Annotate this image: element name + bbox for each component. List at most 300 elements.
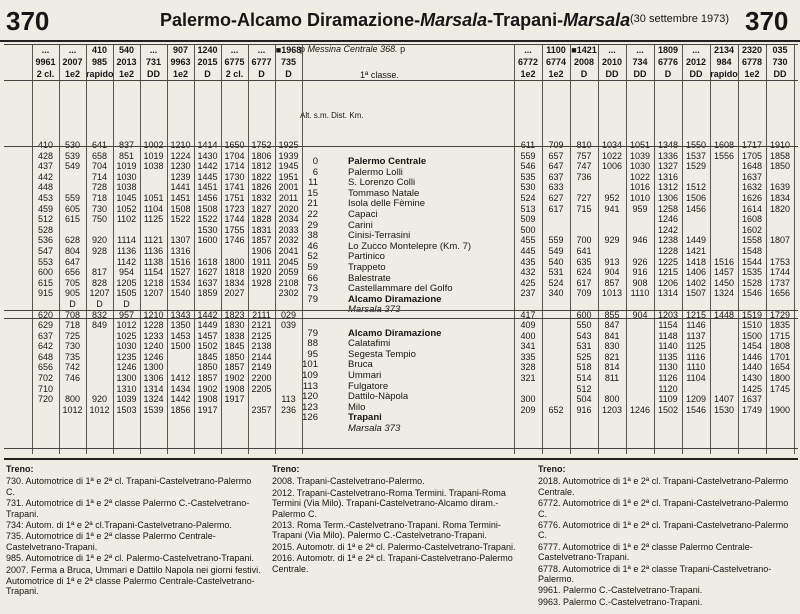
station-km: 0 <box>312 156 318 167</box>
time-cell <box>710 331 738 342</box>
train-number: 735 <box>280 57 297 67</box>
time-cell: 1406 <box>685 267 707 278</box>
time-cell: 236 <box>280 404 297 415</box>
time-cell: 904 <box>604 267 620 278</box>
time-cell: 1453 <box>170 330 191 341</box>
time-cell: 725 <box>64 330 81 341</box>
train-header: 540 <box>118 45 135 55</box>
time-cell: 954 <box>118 267 135 278</box>
time-cell <box>710 362 738 373</box>
time-cell <box>682 172 710 183</box>
train-header: 1e2 <box>172 69 189 79</box>
train-number: 2008 <box>573 57 595 67</box>
time-cell: 1639 <box>769 182 791 193</box>
time-cell: 750 <box>91 214 108 225</box>
left-train-column <box>167 44 194 454</box>
station-km: 6 <box>312 166 318 178</box>
time-cell: 1729 <box>769 309 791 320</box>
time-cell: 1828 <box>251 214 272 225</box>
time-cell: 1925 <box>278 140 299 150</box>
time-cell: 800 <box>604 394 620 405</box>
time-cell <box>766 214 794 225</box>
station-name: Isola delle Fèmine <box>348 198 426 210</box>
station-row <box>300 177 510 188</box>
time-cell: 321 <box>520 373 536 384</box>
time-cell: 1451 <box>197 182 218 193</box>
train-header: ... <box>149 45 158 55</box>
station-km: 120 <box>302 391 318 403</box>
time-cell: 1012 <box>116 320 137 331</box>
row-rule <box>4 448 798 449</box>
station-km: 22 <box>307 209 318 220</box>
time-cell: 600 <box>37 267 54 278</box>
time-cell: 531 <box>548 267 564 278</box>
time-cell: 437 <box>37 161 54 172</box>
time-cell: 1228 <box>657 245 679 256</box>
train-header: 2134 <box>713 45 735 55</box>
train-number: 6777 <box>251 57 272 67</box>
time-cell: 1850 <box>769 161 791 172</box>
time-cell: 435 <box>520 256 536 267</box>
time-cell: 2357 <box>251 404 272 415</box>
time-cell: 1535 <box>741 267 763 278</box>
time-cell <box>626 384 654 395</box>
station-km: 123 <box>302 401 318 413</box>
time-cell: 1025 <box>116 330 137 341</box>
time-cell <box>248 299 275 310</box>
station-name: Segesta Tempio <box>348 348 416 360</box>
time-cell: 1519 <box>741 309 763 320</box>
time-cell: 237 <box>520 288 536 299</box>
time-cell <box>766 225 794 236</box>
time-cell <box>113 225 140 236</box>
train-note: 2018. Automotrice di 1ª e 2ª cl. Trapani-Castelvetrano-Palermo Centrale. <box>538 476 789 497</box>
station-row <box>300 209 510 220</box>
time-cell: 1246 <box>116 362 137 373</box>
time-cell: 1546 <box>741 288 763 299</box>
station-km: 52 <box>307 251 318 263</box>
time-cell: 2149 <box>251 362 272 373</box>
time-cell: 830 <box>604 341 620 352</box>
time-cell: 1120 <box>658 383 678 394</box>
time-cell <box>59 384 86 395</box>
train-header: rapido <box>86 69 114 79</box>
column-rule <box>140 44 141 454</box>
time-cell: 550 <box>576 320 592 331</box>
time-cell: 1324 <box>713 288 735 299</box>
column-rule <box>598 44 599 454</box>
time-cell: 1906 <box>251 245 272 256</box>
station-km: 21 <box>307 198 318 210</box>
time-cell: 1130 <box>658 362 678 373</box>
time-cell: 1749 <box>741 404 763 415</box>
time-cell: 1537 <box>685 150 707 161</box>
time-cell <box>598 246 626 257</box>
time-cell: 1207 <box>89 288 110 299</box>
train-note: 2007. Ferma a Bruca, Ummari e Dattilo Napola nei giorni festivi. <box>6 564 261 575</box>
time-cell: 1430 <box>197 150 218 161</box>
time-cell <box>598 384 626 395</box>
time-cell <box>626 341 654 352</box>
time-cell: 624 <box>576 267 592 278</box>
time-cell <box>598 172 626 183</box>
time-cell <box>682 225 710 236</box>
station-name: Marsala 373 <box>348 304 401 316</box>
time-cell: 804 <box>64 245 81 256</box>
time-cell: 1102 <box>116 214 137 225</box>
time-cell: 1402 <box>685 277 707 288</box>
time-cell: 928 <box>91 245 108 256</box>
time-cell: 1136 <box>143 245 164 256</box>
time-cell <box>710 172 738 183</box>
station-row <box>300 402 510 413</box>
station-row <box>300 381 510 392</box>
train-header: 1e2 <box>520 69 536 79</box>
time-cell: 2111 <box>252 309 271 320</box>
train-note: 6778. Automotrice di 1ª e 2ª classe Trapani-Castelvetrano-Palermo. <box>538 563 772 585</box>
train-number: 6776 <box>657 57 679 67</box>
time-cell: 1246 <box>143 351 164 362</box>
train-number: 6775 <box>224 57 245 67</box>
row-rule <box>4 80 798 81</box>
time-cell <box>766 299 794 310</box>
time-cell <box>221 405 248 416</box>
time-cell: 509 <box>520 214 536 225</box>
train-header: ... <box>524 45 532 55</box>
time-cell <box>167 362 194 373</box>
time-cell: 1608 <box>741 214 763 225</box>
time-cell: 1013 <box>601 288 623 299</box>
time-cell: 1945 <box>278 161 299 172</box>
train-number: 6774 <box>545 57 567 67</box>
time-cell: 728 <box>91 182 108 193</box>
time-cell: 546 <box>520 161 536 172</box>
station-km: 38 <box>307 230 318 242</box>
time-cell: 908 <box>632 277 648 288</box>
time-cell: 814 <box>604 362 620 373</box>
station-km: 79 <box>307 293 318 305</box>
station-km: 126 <box>302 412 318 424</box>
time-cell: 1544 <box>741 256 763 267</box>
page-title: Palermo-Alcamo Diramazione-Marsala-Trapani-Marsala <box>160 10 631 30</box>
time-cell: 637 <box>37 330 54 341</box>
station-row <box>300 328 510 339</box>
time-cell: 1505 <box>116 288 137 299</box>
station-name: Fulgatore <box>348 380 389 392</box>
train-header: DD <box>689 69 703 79</box>
train-header: D <box>285 69 292 79</box>
time-cell: 718 <box>91 192 108 203</box>
time-cell: 727 <box>576 192 592 203</box>
time-cell <box>221 246 248 257</box>
left-train-column <box>59 44 86 454</box>
time-cell: 832 <box>91 309 108 320</box>
time-cell: 1800 <box>769 373 791 384</box>
time-cell: 1314 <box>657 288 679 299</box>
time-cell: 1744 <box>224 214 245 225</box>
station-name: Marsala 373 <box>348 423 401 434</box>
time-cell: 1022 <box>601 150 623 161</box>
train-header: D <box>204 69 211 79</box>
time-cell: 1654 <box>769 362 791 373</box>
time-cell: 627 <box>548 192 564 203</box>
time-cell: 959 <box>632 203 648 214</box>
time-cell: 913 <box>604 256 620 267</box>
time-cell <box>626 214 654 225</box>
time-cell: 1205 <box>116 277 137 288</box>
time-cell: 1856 <box>170 404 191 415</box>
time-cell: 2001 <box>278 182 299 193</box>
station-row <box>300 241 510 252</box>
train-header: ■1968 <box>275 45 302 55</box>
time-cell: D <box>123 298 130 309</box>
station-name: Alcamo Diramazione <box>348 327 442 339</box>
time-cell: 1246 <box>657 214 679 225</box>
time-cell <box>766 172 794 183</box>
time-cell: 1516 <box>713 256 735 267</box>
station-name: Balestrate <box>348 272 391 284</box>
time-cell: 1449 <box>197 320 218 331</box>
column-rule <box>514 44 515 454</box>
time-cell <box>275 331 302 342</box>
time-cell: 1512 <box>685 182 707 193</box>
time-cell: 1838 <box>224 330 245 341</box>
station-name: Carini <box>348 219 373 231</box>
time-cell: 113 <box>281 394 296 405</box>
train-note: Automotrice di 1ª e 2ª classe Palermo Centrale-Castelvetrano-Trapani. <box>6 576 255 597</box>
time-cell: 525 <box>576 351 592 362</box>
time-cell <box>86 384 113 395</box>
time-cell: 2144 <box>251 351 272 362</box>
time-cell: 536 <box>37 235 54 246</box>
time-cell: 849 <box>91 320 108 331</box>
time-cell: 629 <box>37 320 54 331</box>
train-note: 2016. Automotr. di 1ª e 2ª cl. Trapani-Castelvetrano-Palermo Centrale. <box>272 553 513 574</box>
time-cell: 553 <box>37 256 54 267</box>
time-cell: 1324 <box>143 394 164 405</box>
time-cell: 445 <box>520 245 536 256</box>
time-cell: 1746 <box>224 235 245 246</box>
time-cell <box>598 182 626 193</box>
train-header: ... <box>692 45 700 55</box>
time-cell: 1126 <box>658 373 678 384</box>
time-cell: 1600 <box>197 235 218 246</box>
time-cell: 1022 <box>629 171 651 182</box>
time-cell: 1039 <box>116 394 137 405</box>
time-cell: 1522 <box>197 214 218 225</box>
time-cell <box>542 320 570 331</box>
time-cell: 1530 <box>197 224 218 235</box>
time-cell: 559 <box>64 192 81 203</box>
time-cell: 1350 <box>170 320 191 331</box>
time-cell: 442 <box>37 171 54 182</box>
time-cell: 1045 <box>116 192 137 203</box>
station-km: 88 <box>307 338 318 350</box>
train-header: ■1421 <box>571 45 597 55</box>
train-number: 2010 <box>601 57 623 67</box>
time-cell: 1705 <box>741 150 763 161</box>
train-header: rapido <box>710 69 738 79</box>
station-name: Capaci <box>348 209 378 220</box>
time-cell <box>194 299 221 310</box>
time-cell <box>140 299 167 310</box>
time-cell: 710 <box>37 383 54 394</box>
train-header: 1100 <box>546 45 566 55</box>
time-cell <box>710 204 738 215</box>
time-cell: 300 <box>520 394 536 405</box>
time-cell: 1845 <box>197 351 218 362</box>
time-cell <box>710 225 738 236</box>
left-train-column <box>140 44 167 454</box>
time-cell: 1137 <box>686 330 706 341</box>
station-km: 79 <box>307 327 318 339</box>
time-cell: 647 <box>64 256 81 267</box>
column-rule <box>766 44 767 454</box>
station-km: 73 <box>307 283 318 295</box>
time-cell: 1012 <box>62 404 83 415</box>
train-note: 9963. Palermo C.-Castelvetrano-Trapani. <box>538 596 703 607</box>
row-rule <box>4 146 798 147</box>
station-header <box>300 44 510 55</box>
time-cell: 1751 <box>224 192 245 203</box>
time-cell: 448 <box>37 182 54 193</box>
time-cell <box>275 352 302 363</box>
station-row <box>300 338 510 349</box>
time-cell: 1016 <box>629 182 651 193</box>
time-cell: 1500 <box>170 341 191 352</box>
time-cell: 1233 <box>143 330 164 341</box>
station-row <box>300 156 510 167</box>
time-cell <box>140 225 167 236</box>
time-cell: 1737 <box>769 277 791 288</box>
time-cell <box>542 341 570 352</box>
time-cell: 1908 <box>224 383 245 394</box>
right-train-column <box>570 44 598 454</box>
time-cell: 1741 <box>224 182 245 193</box>
time-cell: 1300 <box>116 373 137 384</box>
time-cell: 1540 <box>170 288 191 299</box>
time-cell: 039 <box>280 320 297 331</box>
right-train-column <box>514 44 542 454</box>
time-cell: 1730 <box>224 171 245 182</box>
time-cell: 1808 <box>769 341 791 352</box>
time-cell: 709 <box>548 140 564 150</box>
time-cell <box>570 214 598 225</box>
time-cell <box>542 225 570 236</box>
time-cell: 1902 <box>224 373 245 384</box>
footnotes <box>4 458 798 614</box>
station-km: 101 <box>302 359 318 371</box>
time-cell: 648 <box>37 351 54 362</box>
time-cell: 920 <box>91 394 108 405</box>
time-cell: 700 <box>576 235 592 246</box>
station-row <box>300 220 510 231</box>
time-cell: 1125 <box>686 341 706 352</box>
time-cell: 1806 <box>251 150 272 161</box>
time-cell: 1140 <box>658 341 678 352</box>
time-cell: 1723 <box>224 203 245 214</box>
column-rule <box>167 44 168 454</box>
time-cell <box>86 225 113 236</box>
time-cell: 1306 <box>143 373 164 384</box>
time-cell: 500 <box>520 224 536 235</box>
time-cell: 915 <box>37 288 54 299</box>
time-cell: 1650 <box>224 140 245 150</box>
time-cell: 1407 <box>713 394 735 405</box>
time-cell: 328 <box>520 362 536 373</box>
time-cell: 841 <box>604 330 620 341</box>
left-train-column <box>113 44 140 454</box>
time-cell: 620 <box>37 309 54 320</box>
time-cell: 543 <box>576 330 592 341</box>
time-cell: 1440 <box>741 362 763 373</box>
time-cell: 1614 <box>741 203 763 214</box>
time-cell <box>626 394 654 405</box>
right-train-column <box>654 44 682 454</box>
time-cell <box>167 352 194 363</box>
time-cell: 540 <box>548 256 564 267</box>
time-cell <box>626 320 654 331</box>
time-cell <box>167 299 194 310</box>
time-cell <box>542 394 570 405</box>
time-cell: 736 <box>576 171 592 182</box>
time-cell <box>275 384 302 395</box>
time-cell: 1312 <box>657 182 679 193</box>
train-note: 2013. Roma Term.-Castelvetrano-Trapani. Roma Termini-Trapani (Via Milo). Palermo C.-Castelvetrano-Trapani. <box>272 520 501 541</box>
time-cell: 1019 <box>143 150 164 161</box>
time-cell: 1327 <box>657 161 679 172</box>
station-row <box>300 198 510 209</box>
station-name: Cinisi-Terrasini <box>348 230 411 242</box>
row-rule <box>4 310 798 311</box>
time-cell <box>86 362 113 373</box>
time-cell: 1215 <box>685 309 707 320</box>
time-cell: 657 <box>548 150 564 161</box>
train-note: 2012. Trapani-Castelvetrano-Roma Termini. Trapani-Roma Termini (Via Milo). Trapani-Castelvetrano-Alcamo diram.-Palermo C. <box>272 487 506 519</box>
station-km: 109 <box>302 370 318 381</box>
time-cell <box>710 320 738 331</box>
time-cell: 605 <box>64 203 81 214</box>
train-note: 731. Automotrice di 1ª e 2ª classe Palermo C.-Castelvetrano-Trapani. <box>6 498 250 519</box>
train-header: ... <box>636 45 644 55</box>
time-cell: 1138 <box>143 256 164 267</box>
column-rule <box>59 44 60 454</box>
class-note: 1ª classe. <box>360 70 399 80</box>
time-cell: 1125 <box>143 214 164 225</box>
time-cell: 742 <box>64 362 81 373</box>
time-cell <box>59 182 86 193</box>
train-number: 6772 <box>517 57 539 67</box>
time-cell: 1448 <box>713 309 735 320</box>
timetable-date: (30 settembre 1973) <box>630 13 730 25</box>
time-cell <box>167 225 194 236</box>
train-header: ... <box>68 45 77 55</box>
time-cell: 1820 <box>769 203 791 214</box>
column-rule <box>113 44 114 454</box>
train-header: 2 cl. <box>36 69 55 79</box>
time-cell: 1012 <box>89 404 110 415</box>
right-train-column <box>598 44 626 454</box>
time-cell: 513 <box>520 203 536 214</box>
time-cell: 1917 <box>224 394 245 405</box>
column-rule <box>248 44 249 454</box>
time-cell: 1527 <box>170 267 191 278</box>
time-cell: 1210 <box>143 309 164 320</box>
time-cell <box>59 225 86 236</box>
time-cell: 641 <box>91 140 108 150</box>
train-header: D <box>258 69 265 79</box>
time-cell: 559 <box>548 235 564 246</box>
